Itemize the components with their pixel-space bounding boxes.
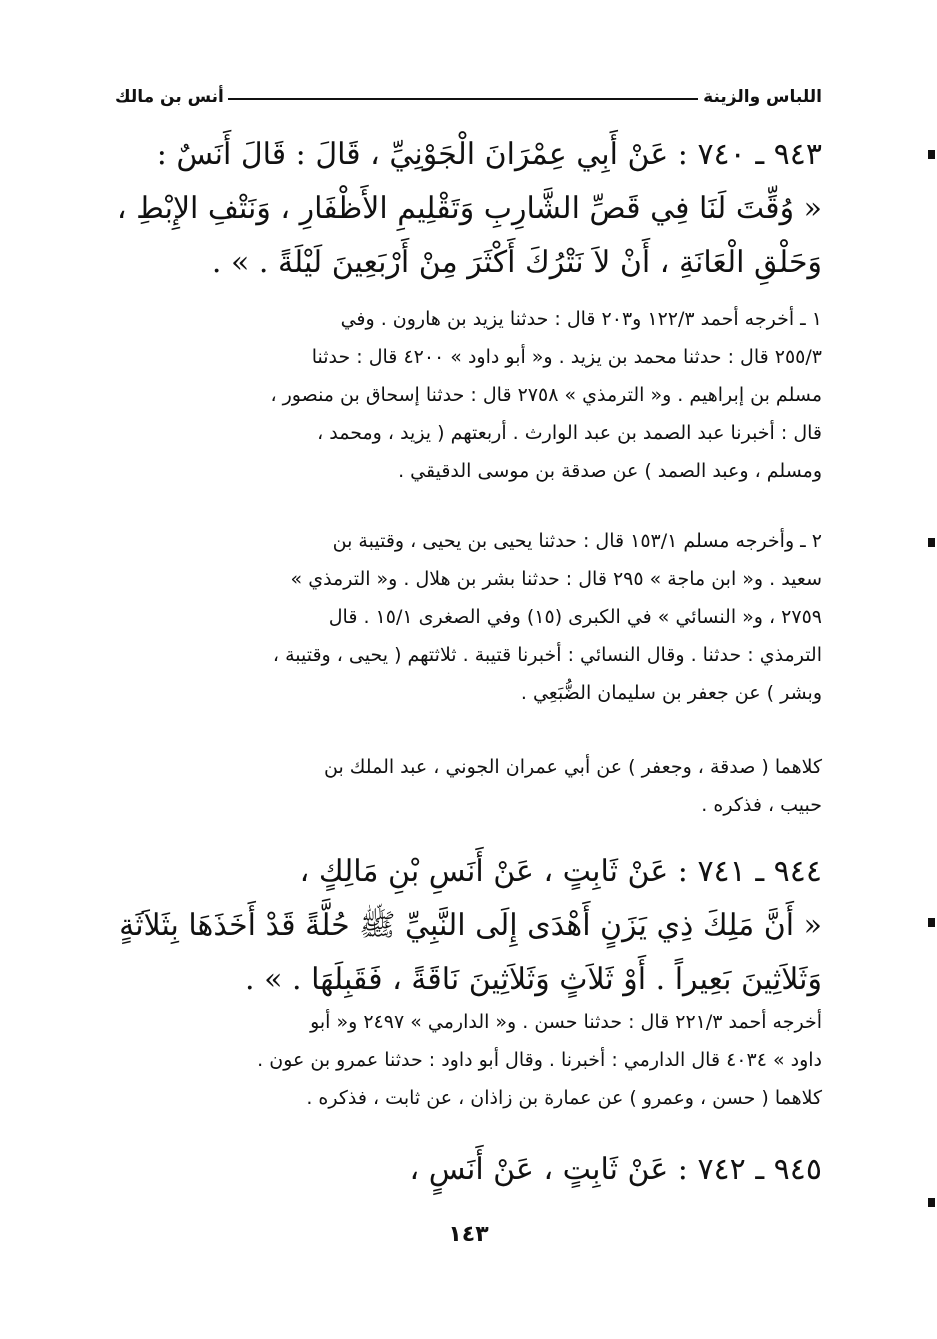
hadith-945 [112,1143,822,1197]
header-rule [228,98,698,100]
note-line: حبيب ، فذكره . [701,794,822,816]
margin-mark [928,1198,935,1207]
note-line: كلاهما ( صدقة ، وجعفر ) عن أبي عمران الجوني ، عبد الملك بن [324,756,822,778]
note-line: سعيد . و« ابن ماجة » ٢٩٥ قال : حدثنا بشر بن هلال . و« الترمذي » [290,568,822,590]
takhrij-943-summary [112,748,822,824]
note-line: ٢ ـ وأخرجه مسلم ١٥٣/١ قال : حدثنا يحيى بن يحيى ، وقتيبة بن [332,530,822,552]
note-line: ومسلم ، وعبد الصمد ) عن صدقة بن موسى الدقيقي . [398,460,822,482]
hadith-line: ٩٤٤ ـ ٧٤١ : عَنْ ثَابِتٍ ، عَنْ أَنَسِ بْنِ مَالِكٍ ، [299,854,822,889]
hadith-line: وَثَلاَثِينَ بَعِيراً . أَوْ ثَلاَثٍ وَثَلاَثِينَ نَاقَةً ، فَقَبِلَهَا . » . [245,962,822,997]
note-line: قال : أخبرنا عبد الصمد بن عبد الوارث . أربعتهم ( يزيد ، ومحمد ، [317,422,822,444]
takhrij-944 [112,1003,822,1117]
running-header-narrator: أنس بن مالك [115,87,224,107]
margin-mark [928,918,935,927]
note-line: ١ ـ أخرجه أحمد ١٢٢/٣ و٢٠٣ قال : حدثنا يزيد بن هارون . وفي [340,308,822,330]
note-line: مسلم بن إبراهيم . و« الترمذي » ٢٧٥٨ قال : حدثنا إسحاق بن منصور ، [270,384,822,406]
note-line: أخرجه أحمد ٢٢١/٣ قال : حدثنا حسن . و« الدارمي » ٢٤٩٧ و« أبو [310,1011,822,1033]
note-line: ٢٧٥٩ ، و« النسائي » في الكبرى (١٥) وفي الصغرى ١٥/١ . قال [328,606,822,628]
hadith-line: ٩٤٥ ـ ٧٤٢ : عَنْ ثَابِتٍ ، عَنْ أَنَسٍ ، [409,1152,822,1187]
hadith-944 [112,845,822,1007]
hadith-line: « وُقِّتَ لَنَا فِي قَصِّ الشَّارِبِ وَتَقْلِيمِ الأَظْفَارِ ، وَنَتْفِ الإِبْطِ ، [116,191,822,226]
takhrij-943-1 [112,300,822,490]
hadith-line: وَحَلْقِ الْعَانَةِ ، أَنْ لاَ نَتْرُكَ أَكْثَرَ مِنْ أَرْبَعِينَ لَيْلَةً . » . [211,245,822,280]
hadith-line: « أَنَّ مَلِكَ ذِي يَزَنٍ أَهْدَى إِلَى النَّبِيِّ ﷺ حُلَّةً قَدْ أَخَذَهَا بِثَلاَثَةٍ [119,908,822,943]
margin-mark [928,150,935,159]
note-line: كلاهما ( حسن ، وعمرو ) عن عمارة بن زاذان ، عن ثابت ، فذكره . [306,1087,822,1109]
note-line: الترمذي : حدثنا . وقال النسائي : أخبرنا قتيبة . ثلاثتهم ( يحيى ، وقتيبة ، [272,644,822,666]
margin-mark [928,538,935,547]
hadith-943 [112,128,822,290]
hadith-line: ٩٤٣ ـ ٧٤٠ : عَنْ أَبِي عِمْرَانَ الْجَوْنِيِّ ، قَالَ : قَالَ أَنَسٌ : [156,137,822,172]
page-number: ١٤٣ [448,1222,489,1247]
note-line: وبشر ) عن جعفر بن سليمان الضُّبَعِي . [520,682,822,704]
note-line: داود » ٤٠٣٤ قال الدارمي : أخبرنا . وقال أبو داود : حدثنا عمرو بن عون . [257,1049,822,1071]
note-line: ٢٥٥/٣ قال : حدثنا محمد بن يزيد . و« أبو داود » ٤٢٠٠ قال : حدثنا [311,346,822,368]
chapter-title: اللباس والزينة [703,87,822,107]
takhrij-943-2 [112,522,822,712]
